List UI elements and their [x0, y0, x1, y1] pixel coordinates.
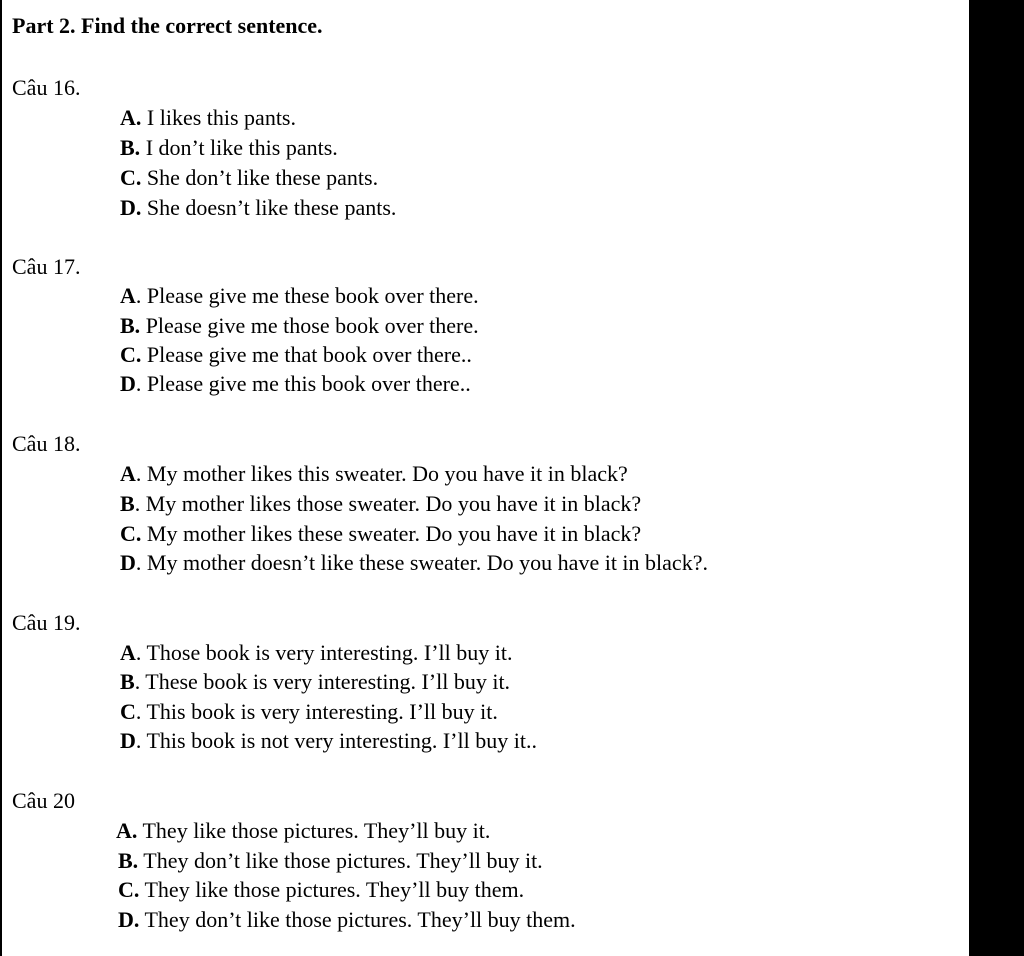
- option-text: . My mother likes this sweater. Do you have it in black?: [135, 461, 628, 486]
- question-label: Câu 18.: [12, 431, 81, 456]
- question-label: Câu 20: [12, 788, 75, 813]
- page-title: Part 2. Find the correct sentence.: [12, 13, 323, 38]
- option-a: [120, 282, 479, 310]
- option-a: [116, 817, 490, 845]
- option-text: She don’t like these pants.: [141, 165, 379, 190]
- option-letter: C.: [120, 165, 142, 190]
- option-letter: D.: [120, 195, 142, 220]
- option-text: . My mother doesn’t like these sweater. Do you have it in black?.: [135, 550, 708, 575]
- option-text: . My mother likes those sweater. Do you have it in black?: [134, 491, 642, 516]
- option-text: I don’t like this pants.: [140, 135, 338, 160]
- option-letter: B: [120, 491, 135, 516]
- option-b: [120, 490, 641, 518]
- option-d: [120, 194, 396, 222]
- option-text: They don’t like those pictures. They’ll buy it.: [138, 848, 543, 873]
- option-letter: A: [120, 283, 136, 308]
- option-d: [118, 906, 576, 934]
- option-text: They don’t like those pictures. They’ll buy them.: [139, 907, 576, 932]
- option-b: [120, 134, 338, 162]
- option-letter: A: [120, 640, 136, 665]
- option-text: I likes this pants.: [141, 105, 296, 130]
- option-text: My mother likes these sweater. Do you have it in black?: [141, 521, 642, 546]
- option-text: They like those pictures. They’ll buy them.: [139, 877, 525, 902]
- option-d: [120, 549, 708, 577]
- option-text: They like those pictures. They’ll buy it.: [137, 818, 491, 843]
- option-d: [120, 370, 471, 398]
- question-label: Câu 17.: [12, 254, 81, 279]
- option-letter: C: [120, 699, 136, 724]
- option-a: [120, 104, 296, 132]
- option-letter: B: [120, 669, 135, 694]
- option-text: . Please give me these book over there.: [135, 283, 479, 308]
- option-b: [120, 312, 479, 340]
- option-letter: A.: [120, 105, 142, 130]
- option-letter: C.: [120, 342, 142, 367]
- option-c: [118, 876, 524, 904]
- option-letter: D: [120, 550, 136, 575]
- option-letter: A: [120, 461, 136, 486]
- option-d: [120, 727, 537, 755]
- question-label: Câu 16.: [12, 75, 81, 100]
- option-text: . This book is very interesting. I’ll buy it.: [135, 699, 498, 724]
- option-letter: C.: [120, 521, 142, 546]
- option-c: [120, 164, 378, 192]
- option-text: . This book is not very interesting. I’ll buy it..: [135, 728, 537, 753]
- option-letter: D.: [118, 907, 140, 932]
- option-c: [120, 341, 472, 369]
- option-letter: B.: [120, 313, 141, 338]
- option-text: She doesn’t like these pants.: [141, 195, 397, 220]
- option-text: . Those book is very interesting. I’ll buy it.: [135, 640, 513, 665]
- option-b: [118, 847, 543, 875]
- option-text: Please give me that book over there..: [141, 342, 472, 367]
- option-letter: A.: [116, 818, 138, 843]
- option-letter: D: [120, 728, 136, 753]
- option-a: [120, 639, 513, 667]
- option-text: Please give me those book over there.: [140, 313, 479, 338]
- option-letter: D: [120, 371, 136, 396]
- option-b: [120, 668, 510, 696]
- option-a: [120, 460, 628, 488]
- option-c: [120, 520, 641, 548]
- question-label: Câu 19.: [12, 610, 81, 635]
- option-text: . These book is very interesting. I’ll buy it.: [134, 669, 511, 694]
- option-text: . Please give me this book over there..: [135, 371, 471, 396]
- option-letter: B.: [120, 135, 141, 160]
- option-letter: C.: [118, 877, 140, 902]
- option-letter: B.: [118, 848, 139, 873]
- option-c: [120, 698, 498, 726]
